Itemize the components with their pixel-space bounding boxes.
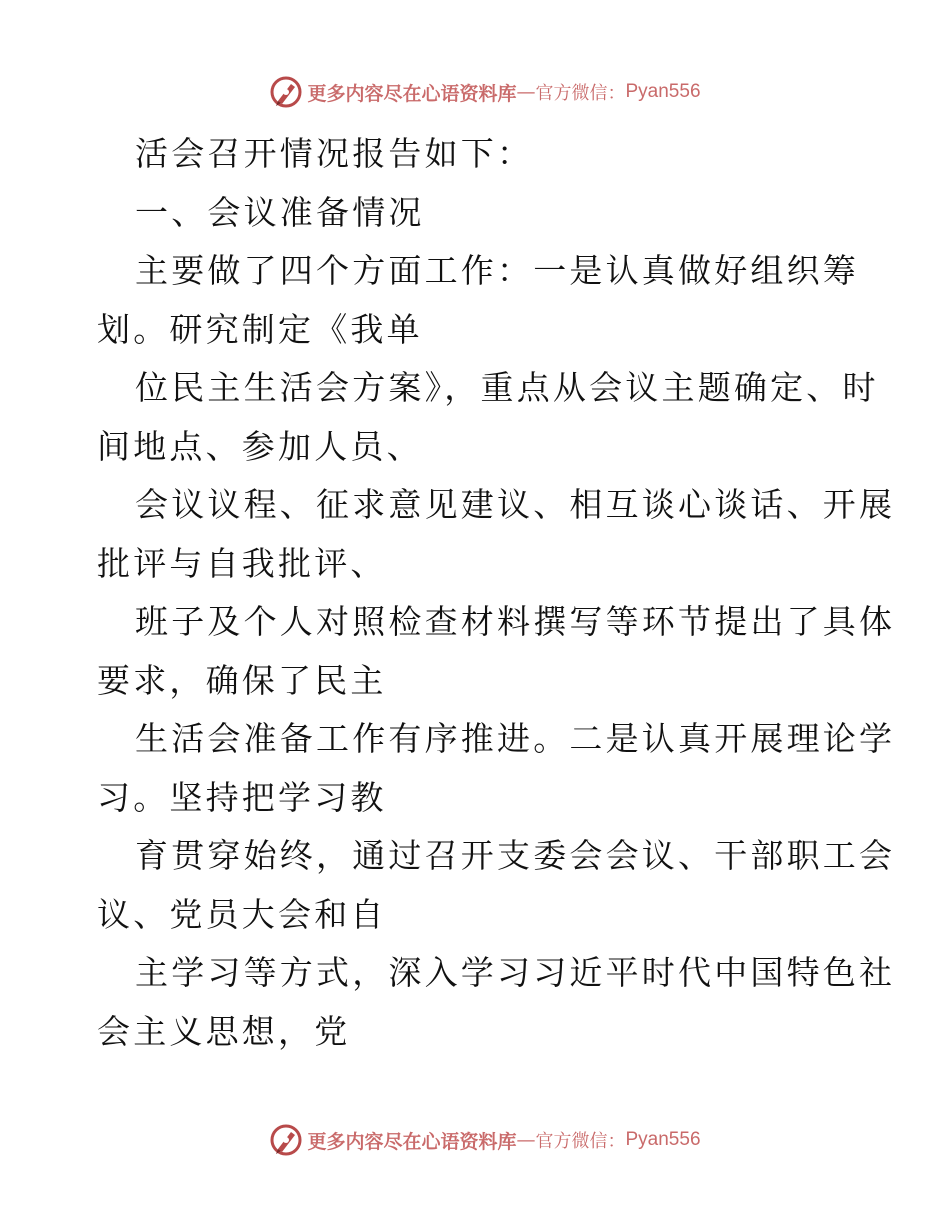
watermark-wechat-label: 官方微信： [535, 1131, 626, 1152]
text-line: 班子及个人对照检查材料撰写等环节提出了具体 [135, 602, 896, 641]
watermark-footer [0, 1120, 950, 1160]
watermark-header [0, 72, 950, 112]
watermark-wechat-label: 官方微信： [535, 83, 626, 104]
text-line: 主要做了四个方面工作：一是认真做好组织筹 [135, 251, 859, 290]
watermark-separator: — [516, 1129, 536, 1151]
text-line: 习。坚持把学习教 [97, 777, 387, 817]
pen-logo-icon [269, 1123, 303, 1157]
text-line: 会主义思想，党 [97, 1011, 351, 1051]
text-line: 主学习等方式，深入学习习近平时代中国特色社 [135, 953, 896, 992]
pen-logo-icon [269, 75, 303, 109]
document-body [97, 125, 896, 1061]
text-line: 会议议程、征求意见建议、相互谈心谈话、开展 [135, 485, 896, 524]
text-line: 间地点、参加人员、 [97, 426, 423, 466]
text-line: 位民主生活会方案》，重点从会议主题确定、时 [135, 368, 879, 407]
text-line: 划。研究制定《我单 [97, 309, 423, 349]
watermark-separator: — [516, 81, 536, 103]
section-heading: 一、会议准备情况 [135, 192, 425, 232]
text-line: 育贯穿始终，通过召开支委会会议、干部职工会 [135, 836, 896, 875]
text-line: 批评与自我批评、 [97, 543, 387, 583]
watermark-label: 更多内容尽在心语资料库 [307, 82, 517, 105]
watermark-wechat-id: Pyan556 [625, 81, 701, 102]
watermark-label: 更多内容尽在心语资料库 [307, 1130, 517, 1153]
text-line: 要求，确保了民主 [97, 660, 387, 700]
text-line: 活会召开情况报告如下： [135, 134, 534, 173]
text-line: 议、党员大会和自 [97, 894, 387, 934]
text-line: 生活会准备工作有序推进。二是认真开展理论学 [135, 719, 896, 758]
watermark-wechat-id: Pyan556 [625, 1129, 701, 1150]
